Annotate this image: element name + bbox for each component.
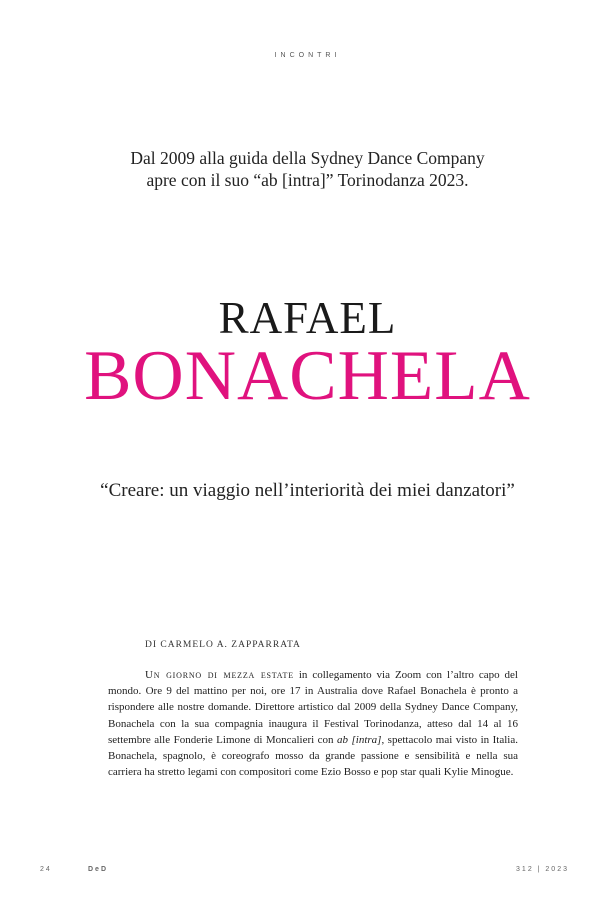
article-lead: Un giorno di mezza estate [145,669,294,681]
issue-number: 312 | 2023 [516,866,569,873]
section-label: INCONTRI [274,52,341,59]
page-number: 24 [40,866,52,873]
article-text: in collegamento via Zoom con l’altro capo del mondo. Ore 9 del mattino per noi, ore 17 in Australia dove Rafael Bonachela è pronto a rispondere alle nostre domande. Direttore artistico dal 2009 della Sydney Dance Company, Bonachela con la sua compagnia inaugura il Festival Torinodanza, atteso dal 14 al 16 settembre alle Fonderie Limone di Moncalieri con [108,669,518,746]
article-body [108,667,518,780]
subtitle [0,147,615,191]
pull-quote: “Creare: un viaggio nell’interiorità dei miei danzatori” [100,480,515,501]
magazine-logo: DeD [88,866,109,873]
byline: DI CARMELO A. ZAPPARRATA [145,640,301,650]
article-show-title: ab [intra] [337,733,382,746]
subtitle-line: apre con il suo “ab [intra]” Torinodanza 2023. [146,170,469,190]
article-text: , spettacolo mai visto in Italia. Bonachela, spagnolo, è coreografo mosso da grande passione e sensibilità e nella sua carriera ha stretto legami con compositori come Ezio Bosso e pop star quali Kylie Minogue. [108,733,518,779]
title-first-name: RAFAEL [218,293,397,343]
title-last-name: BONACHELA [84,337,531,415]
subtitle-line: Dal 2009 alla guida della Sydney Dance Company [130,148,485,168]
